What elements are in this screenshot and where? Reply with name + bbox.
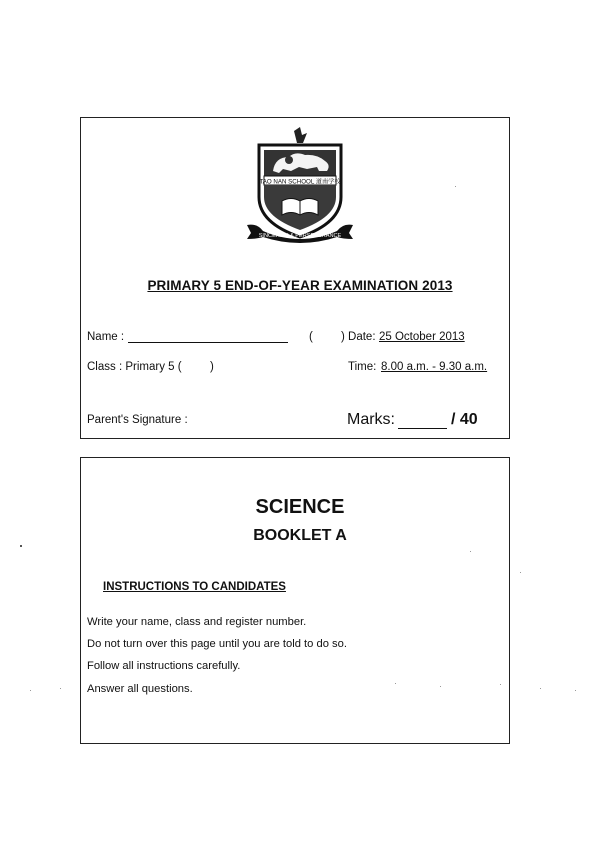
class-label: Class : Primary 5 ( xyxy=(87,361,182,373)
instruction-item: Answer all questions. xyxy=(87,683,193,695)
scan-speck xyxy=(500,684,501,685)
marks-label: Marks: xyxy=(347,411,395,428)
scan-speck xyxy=(540,688,541,689)
marks-line xyxy=(398,428,447,429)
name-line xyxy=(128,342,288,343)
instructions-heading: INSTRUCTIONS TO CANDIDATES xyxy=(103,581,286,593)
date-value: 25 October 2013 xyxy=(379,331,465,343)
scan-speck xyxy=(575,690,576,691)
scan-speck xyxy=(440,686,441,687)
scan-speck xyxy=(395,683,396,684)
scan-speck xyxy=(470,551,471,552)
instruction-item: Write your name, class and register number. xyxy=(87,616,307,628)
crest-school-name: TAO NAN SCHOOL 道南学校 xyxy=(259,178,341,186)
date-label: ) Date: xyxy=(341,331,376,343)
exam-title: PRIMARY 5 END-OF-YEAR EXAMINATION 2013 xyxy=(147,278,453,293)
school-crest-logo xyxy=(245,127,355,245)
instruction-item: Follow all instructions carefully. xyxy=(87,660,241,672)
scan-speck xyxy=(520,572,521,573)
marks-total: / 40 xyxy=(451,411,478,428)
booklet-title: BOOKLET A xyxy=(253,527,347,544)
parent-signature-label: Parent's Signature : xyxy=(87,414,188,426)
scan-speck xyxy=(455,186,456,187)
scan-speck xyxy=(30,690,31,691)
name-paren-open: ( xyxy=(309,331,313,343)
class-paren-close: ) xyxy=(210,361,214,373)
scan-speck xyxy=(60,688,61,689)
name-label: Name : xyxy=(87,331,125,343)
instruction-item: Do not turn over this page until you are told to do so. xyxy=(87,638,347,650)
crest-motto: SINCERITY & PERSEVERANCE xyxy=(258,233,342,239)
subject-title: SCIENCE xyxy=(255,496,345,518)
scan-speck xyxy=(20,545,22,547)
time-value: 8.00 a.m. - 9.30 a.m. xyxy=(381,361,488,373)
time-label: Time: xyxy=(348,361,377,373)
